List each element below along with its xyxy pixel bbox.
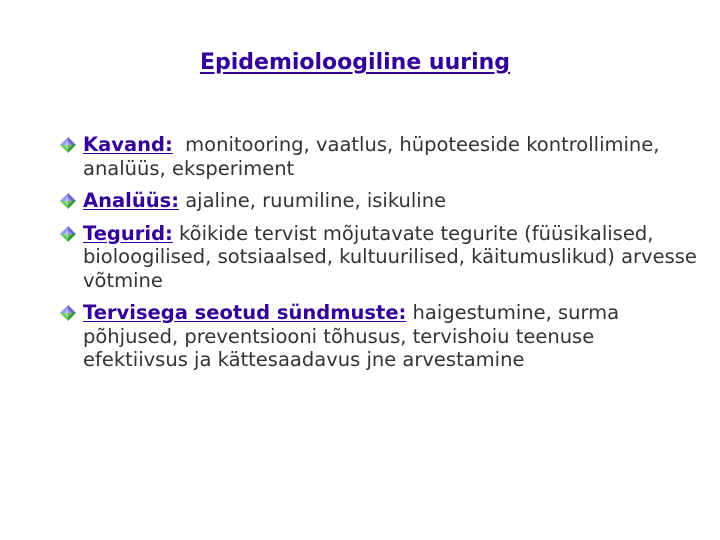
bullet-item-kavand: [58, 133, 698, 180]
bullet-item-analuus: [58, 189, 698, 213]
slide-title: Epidemioloogiline uuring: [199, 50, 511, 75]
bullet-text: kõikide tervist mõjutavate tegurite (füüsikalised, bioloogilised, sotsiaalsed, kultuurilised, käitumuslikud) arvesse võtmine: [83, 221, 697, 292]
bullet-list: [58, 133, 698, 381]
bullet-item-tegurid: [58, 222, 698, 293]
bullet-term: Tervisega seotud sündmuste:: [83, 301, 407, 324]
bullet-text: ajaline, ruumiline, isikuline: [179, 189, 447, 212]
bullet-term: Analüüs:: [83, 189, 179, 212]
bullet-term: Tegurid:: [83, 221, 173, 245]
bullet-term: Kavand:: [83, 133, 173, 156]
diamond-bullet-icon: [59, 192, 77, 210]
diamond-bullet-icon: [59, 304, 77, 322]
bullet-text: haigestumine, surma põhjused, preventsiooni tõhusus, tervishoiu teenuse efektiivsus ja kättesaadavus jne arvestamine: [83, 301, 620, 371]
diamond-bullet-icon: [59, 136, 77, 154]
bullet-text: monitooring, vaatlus, hüpoteeside kontrollimine, analüüs, eksperiment: [83, 133, 666, 180]
bullet-item-tervisega: [58, 301, 698, 372]
diamond-bullet-icon: [59, 225, 77, 243]
